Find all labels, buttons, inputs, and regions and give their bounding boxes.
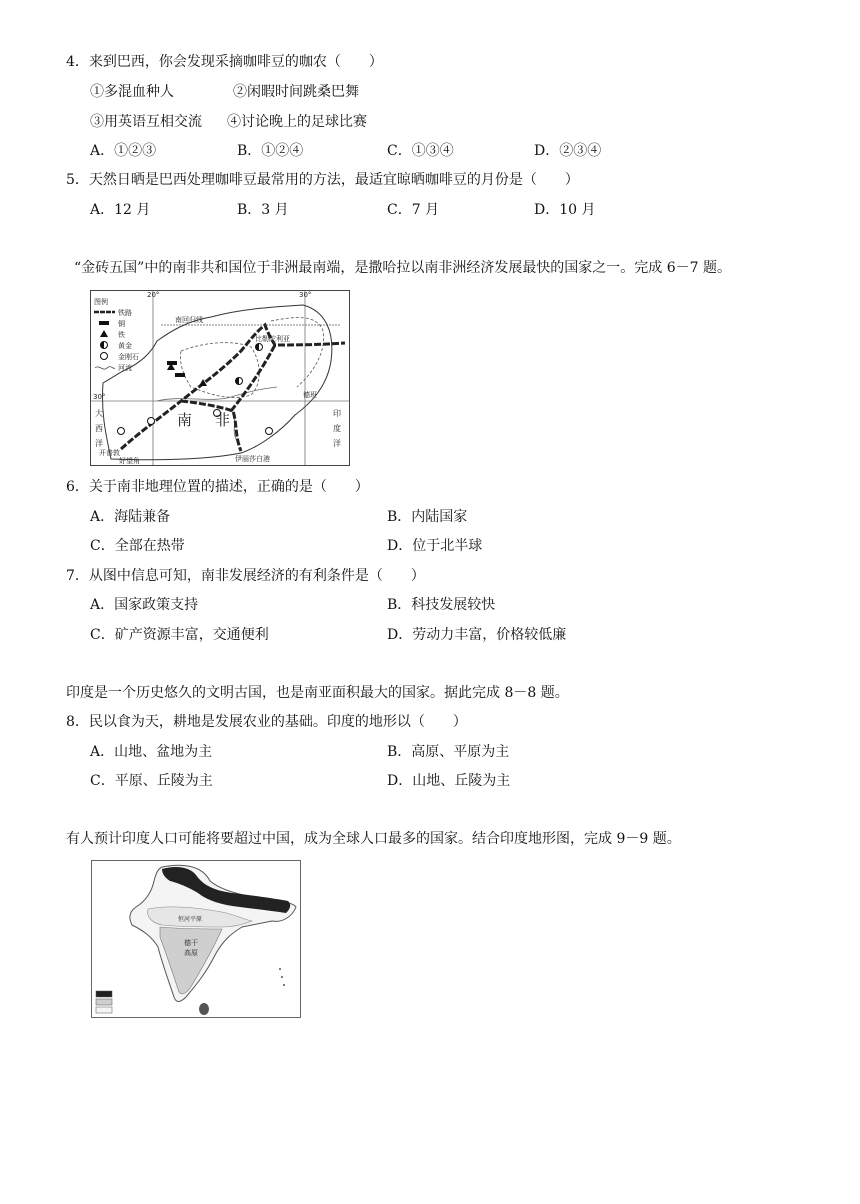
q8-option-a: A．山地、盆地为主 [90,744,213,760]
lon-30-label: 30° [299,291,312,299]
indian-label-2: 度 [333,424,341,433]
indian-label-1: 印 [333,409,341,418]
question-6-stem: 6．关于南非地理位置的描述，正确的是（ ） [66,479,369,495]
legend-title: 图例 [94,298,108,306]
intro-9: 有人预计印度人口可能将要超过中国，成为全球人口最多的国家。结合印度地形图，完成 9－9 题。 [66,831,681,847]
q4-item-3: ③用英语互相交流 [90,114,202,130]
q5-option-b: B．3 月 [237,202,289,218]
q8-option-c: C．平原、丘陵为主 [90,773,213,789]
q6-option-c: C．全部在热带 [90,538,185,554]
legend-iron: 铁 [118,331,125,339]
country-label-1: 南 [177,411,193,429]
south-africa-map [90,290,350,466]
q4-option-c: C．①③④ [387,143,454,159]
q6-option-a: A．海陆兼备 [90,509,171,525]
question-5-stem: 5．天然日晒是巴西处理咖啡豆最常用的方法，最适宜晾晒咖啡豆的月份是（ ） [66,172,579,188]
atlantic-label-3: 洋 [95,439,103,448]
atlantic-label-1: 大 [95,409,103,418]
india-terrain-map [91,860,301,1018]
q5-option-d: D．10 月 [534,202,596,218]
q4-item-2: ②闲暇时间跳桑巴舞 [233,84,359,100]
cape-label: 好望角 [119,457,140,465]
pretoria-label: 比勒陀利亚 [255,335,290,343]
question-8-stem: 8．民以食为天，耕地是发展农业的基础。印度的地形以（ ） [66,714,467,730]
q7-option-a: A．国家政策支持 [90,597,199,613]
q5-option-a: A．12 月 [90,202,151,218]
q8-option-d: D．山地、丘陵为主 [387,773,511,789]
intro-6-7: “金砖五国”中的南非共和国位于非洲最南端，是撒哈拉以南非洲经济发展最快的国家之一。完成 6－7 题。 [74,260,732,276]
legend-copper: 铜 [118,320,125,328]
indian-label-3: 洋 [333,439,341,448]
question-4-stem: 4．来到巴西，你会发现采摘咖啡豆的咖农（ ） [66,54,383,70]
plateau-label-2: 高原 [184,949,198,957]
q6-option-d: D．位于北半球 [387,538,483,554]
q4-option-a: A．①②③ [90,143,157,159]
lon-20-label: 20° [147,291,160,299]
q4-item-1: ①多混血种人 [90,84,174,100]
q6-option-b: B．内陆国家 [387,509,468,525]
port-elizabeth-label: 伊丽莎白港 [235,455,270,463]
lat-30-label: 30° [93,393,106,401]
legend-railway: 铁路 [118,309,132,317]
q7-option-c: C．矿产资源丰富，交通便利 [90,627,269,643]
q4-item-4: ④讨论晚上的足球比赛 [227,114,367,130]
atlantic-label-2: 西 [95,424,103,433]
q4-option-b: B．①②④ [237,143,304,159]
durban-label: 德班 [303,391,317,399]
country-label-2: 非 [215,411,231,429]
question-7-stem: 7．从图中信息可知，南非发展经济的有利条件是（ ） [66,568,425,584]
intro-8: 印度是一个历史悠久的文明古国，也是南亚面积最大的国家。据此完成 8－8 题。 [66,685,569,701]
q5-option-c: C．7 月 [387,202,440,218]
q8-option-b: B．高原、平原为主 [387,744,510,760]
legend-diamond: 金刚石 [118,353,139,361]
plateau-label-1: 德干 [184,939,198,947]
legend-gold: 黄金 [118,342,132,350]
q7-option-d: D．劳动力丰富，价格较低廉 [387,627,567,643]
plain-label: 恒河平原 [178,916,203,923]
capetown-label: 开普敦 [99,449,120,457]
legend-river: 河流 [118,364,132,372]
q4-option-d: D．②③④ [534,143,602,159]
tropic-label: 南回归线 [175,316,203,324]
q7-option-b: B．科技发展较快 [387,597,496,613]
